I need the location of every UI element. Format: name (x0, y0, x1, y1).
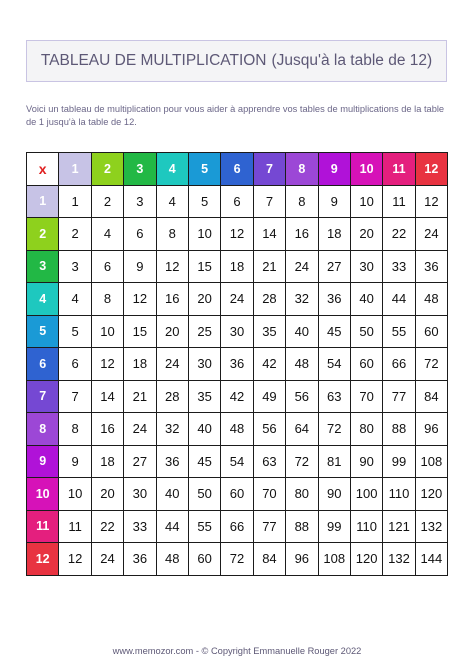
product-cell: 21 (253, 250, 285, 283)
product-cell: 33 (124, 510, 156, 543)
product-cell: 6 (221, 185, 253, 218)
product-cell: 20 (156, 315, 188, 348)
product-cell: 44 (156, 510, 188, 543)
product-cell: 35 (253, 315, 285, 348)
table-row (27, 283, 448, 316)
product-cell: 48 (286, 348, 318, 381)
product-cell: 64 (286, 413, 318, 446)
product-cell: 88 (383, 413, 415, 446)
product-cell: 60 (415, 315, 447, 348)
row-header-8: 8 (27, 413, 59, 446)
table-row (27, 380, 448, 413)
product-cell: 63 (253, 445, 285, 478)
product-cell: 48 (221, 413, 253, 446)
product-cell: 3 (124, 185, 156, 218)
product-cell: 10 (188, 218, 220, 251)
product-cell: 121 (383, 510, 415, 543)
table-row (27, 445, 448, 478)
product-cell: 12 (156, 250, 188, 283)
product-cell: 40 (286, 315, 318, 348)
product-cell: 56 (286, 380, 318, 413)
column-header-12: 12 (415, 153, 447, 186)
product-cell: 77 (383, 380, 415, 413)
product-cell: 16 (91, 413, 123, 446)
product-cell: 32 (286, 283, 318, 316)
column-header-7: 7 (253, 153, 285, 186)
product-cell: 4 (59, 283, 91, 316)
product-cell: 36 (318, 283, 350, 316)
product-cell: 66 (383, 348, 415, 381)
product-cell: 6 (91, 250, 123, 283)
product-cell: 72 (221, 543, 253, 576)
product-cell: 66 (221, 510, 253, 543)
product-cell: 2 (91, 185, 123, 218)
product-cell: 21 (124, 380, 156, 413)
product-cell: 30 (124, 478, 156, 511)
product-cell: 96 (286, 543, 318, 576)
product-cell: 84 (253, 543, 285, 576)
product-cell: 24 (91, 543, 123, 576)
product-cell: 27 (124, 445, 156, 478)
product-cell: 48 (156, 543, 188, 576)
table-row (27, 218, 448, 251)
product-cell: 18 (318, 218, 350, 251)
product-cell: 63 (318, 380, 350, 413)
product-cell: 11 (59, 510, 91, 543)
product-cell: 54 (221, 445, 253, 478)
column-header-9: 9 (318, 153, 350, 186)
product-cell: 42 (221, 380, 253, 413)
product-cell: 40 (350, 283, 382, 316)
product-cell: 132 (415, 510, 447, 543)
product-cell: 70 (253, 478, 285, 511)
product-cell: 28 (156, 380, 188, 413)
page-subtitle: (Jusqu'à la table de 12) (271, 52, 433, 69)
header-row (27, 153, 448, 186)
row-header-6: 6 (27, 348, 59, 381)
product-cell: 110 (383, 478, 415, 511)
column-header-3: 3 (124, 153, 156, 186)
product-cell: 72 (415, 348, 447, 381)
table-row (27, 478, 448, 511)
product-cell: 108 (318, 543, 350, 576)
column-header-5: 5 (188, 153, 220, 186)
product-cell: 40 (188, 413, 220, 446)
row-header-2: 2 (27, 218, 59, 251)
table-row (27, 348, 448, 381)
row-header-11: 11 (27, 510, 59, 543)
product-cell: 24 (124, 413, 156, 446)
table-row (27, 250, 448, 283)
product-cell: 36 (156, 445, 188, 478)
product-cell: 30 (188, 348, 220, 381)
table-row (27, 315, 448, 348)
product-cell: 144 (415, 543, 447, 576)
product-cell: 9 (318, 185, 350, 218)
row-header-1: 1 (27, 185, 59, 218)
product-cell: 32 (156, 413, 188, 446)
product-cell: 80 (286, 478, 318, 511)
product-cell: 55 (383, 315, 415, 348)
product-cell: 4 (156, 185, 188, 218)
column-header-2: 2 (91, 153, 123, 186)
product-cell: 110 (350, 510, 382, 543)
table-row (27, 413, 448, 446)
row-header-4: 4 (27, 283, 59, 316)
product-cell: 96 (415, 413, 447, 446)
product-cell: 24 (415, 218, 447, 251)
product-cell: 7 (59, 380, 91, 413)
product-cell: 44 (383, 283, 415, 316)
column-header-1: 1 (59, 153, 91, 186)
product-cell: 16 (156, 283, 188, 316)
product-cell: 18 (221, 250, 253, 283)
product-cell: 14 (253, 218, 285, 251)
product-cell: 72 (318, 413, 350, 446)
product-cell: 35 (188, 380, 220, 413)
product-cell: 5 (188, 185, 220, 218)
product-cell: 22 (91, 510, 123, 543)
footer-copyright: www.memozor.com - © Copyright Emmanuelle Rouger 2022 (112, 646, 362, 656)
product-cell: 15 (124, 315, 156, 348)
product-cell: 12 (59, 543, 91, 576)
product-cell: 12 (91, 348, 123, 381)
product-cell: 24 (221, 283, 253, 316)
row-header-12: 12 (27, 543, 59, 576)
product-cell: 8 (91, 283, 123, 316)
product-cell: 54 (318, 348, 350, 381)
product-cell: 12 (415, 185, 447, 218)
product-cell: 42 (253, 348, 285, 381)
product-cell: 60 (221, 478, 253, 511)
product-cell: 6 (124, 218, 156, 251)
row-header-3: 3 (27, 250, 59, 283)
product-cell: 14 (91, 380, 123, 413)
product-cell: 36 (221, 348, 253, 381)
table-row (27, 543, 448, 576)
product-cell: 88 (286, 510, 318, 543)
product-cell: 60 (350, 348, 382, 381)
product-cell: 30 (221, 315, 253, 348)
product-cell: 132 (383, 543, 415, 576)
product-cell: 8 (286, 185, 318, 218)
product-cell: 50 (350, 315, 382, 348)
product-cell: 3 (59, 250, 91, 283)
product-cell: 28 (253, 283, 285, 316)
product-cell: 99 (383, 445, 415, 478)
product-cell: 36 (415, 250, 447, 283)
product-cell: 120 (350, 543, 382, 576)
product-cell: 7 (253, 185, 285, 218)
product-cell: 10 (350, 185, 382, 218)
product-cell: 108 (415, 445, 447, 478)
row-header-10: 10 (27, 478, 59, 511)
product-cell: 18 (124, 348, 156, 381)
product-cell: 12 (124, 283, 156, 316)
table-row (27, 510, 448, 543)
product-cell: 10 (59, 478, 91, 511)
product-cell: 45 (318, 315, 350, 348)
intro-text: Voici un tableau de multiplication pour vous aider à apprendre vos tables de multiplications de la table de 1 jusqu'à la table de 12. (26, 104, 445, 127)
row-header-7: 7 (27, 380, 59, 413)
product-cell: 25 (188, 315, 220, 348)
product-cell: 45 (188, 445, 220, 478)
page-title: TABLEAU DE MULTIPLICATION (40, 52, 267, 69)
product-cell: 16 (286, 218, 318, 251)
product-cell: 84 (415, 380, 447, 413)
product-cell: 56 (253, 413, 285, 446)
product-cell: 1 (59, 185, 91, 218)
product-cell: 9 (59, 445, 91, 478)
product-cell: 24 (156, 348, 188, 381)
product-cell: 8 (59, 413, 91, 446)
product-cell: 80 (350, 413, 382, 446)
product-cell: 100 (350, 478, 382, 511)
product-cell: 18 (91, 445, 123, 478)
product-cell: 30 (350, 250, 382, 283)
product-cell: 70 (350, 380, 382, 413)
product-cell: 5 (59, 315, 91, 348)
row-header-5: 5 (27, 315, 59, 348)
product-cell: 24 (286, 250, 318, 283)
product-cell: 2 (59, 218, 91, 251)
product-cell: 60 (188, 543, 220, 576)
product-cell: 50 (188, 478, 220, 511)
column-header-4: 4 (156, 153, 188, 186)
multiplication-table-wrap (26, 152, 448, 576)
corner-x-label: x (27, 153, 59, 186)
product-cell: 120 (415, 478, 447, 511)
product-cell: 22 (383, 218, 415, 251)
product-cell: 55 (188, 510, 220, 543)
product-cell: 99 (318, 510, 350, 543)
product-cell: 72 (286, 445, 318, 478)
product-cell: 11 (383, 185, 415, 218)
product-cell: 40 (156, 478, 188, 511)
column-header-10: 10 (350, 153, 382, 186)
product-cell: 27 (318, 250, 350, 283)
product-cell: 9 (124, 250, 156, 283)
product-cell: 12 (221, 218, 253, 251)
column-header-8: 8 (286, 153, 318, 186)
product-cell: 4 (91, 218, 123, 251)
product-cell: 20 (91, 478, 123, 511)
product-cell: 49 (253, 380, 285, 413)
product-cell: 90 (318, 478, 350, 511)
product-cell: 20 (188, 283, 220, 316)
multiplication-table (26, 152, 448, 576)
column-header-6: 6 (221, 153, 253, 186)
product-cell: 10 (91, 315, 123, 348)
column-header-11: 11 (383, 153, 415, 186)
product-cell: 33 (383, 250, 415, 283)
product-cell: 81 (318, 445, 350, 478)
product-cell: 6 (59, 348, 91, 381)
product-cell: 90 (350, 445, 382, 478)
product-cell: 77 (253, 510, 285, 543)
product-cell: 15 (188, 250, 220, 283)
row-header-9: 9 (27, 445, 59, 478)
product-cell: 36 (124, 543, 156, 576)
table-row (27, 185, 448, 218)
product-cell: 20 (350, 218, 382, 251)
product-cell: 8 (156, 218, 188, 251)
product-cell: 48 (415, 283, 447, 316)
title-box (26, 40, 447, 82)
